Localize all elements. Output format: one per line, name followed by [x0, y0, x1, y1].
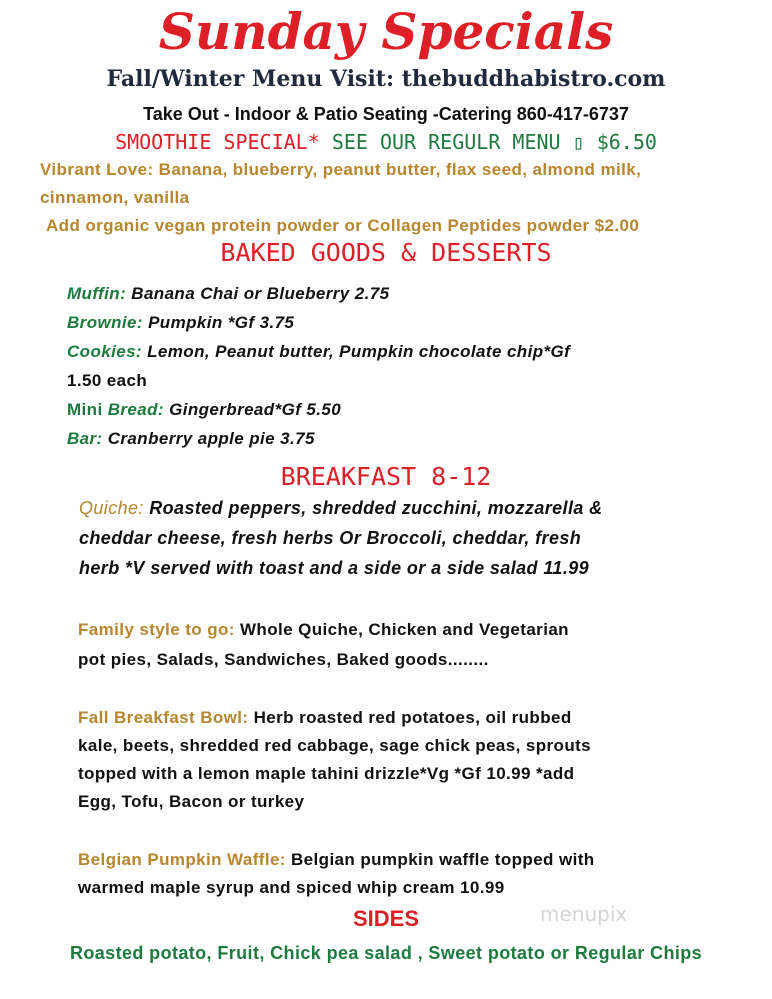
menu-item: Brownie: Pumpkin *Gf 3.75 — [67, 313, 295, 332]
menu-item: Bar: Cranberry apple pie 3.75 — [67, 429, 315, 448]
bowl-line: Egg, Tofu, Bacon or turkey — [78, 792, 305, 811]
smoothie-heading — [0, 130, 772, 154]
family-line: pot pies, Salads, Sandwiches, Baked goods........ — [78, 650, 489, 669]
smoothie-addon: Add organic vegan protein powder or Collagen Peptides powder $2.00 — [46, 216, 640, 235]
baked-heading: BAKED GOODS & DESSERTS — [220, 238, 552, 267]
subtitle: Fall/Winter Menu Visit: thebuddhabistro.com — [106, 66, 666, 92]
menu-item: Mini Bread: Gingerbread*Gf 5.50 — [67, 400, 342, 419]
menu-item-cont: 1.50 each — [67, 371, 148, 390]
smoothie-desc-1: Vibrant Love: Banana, blueberry, peanut butter, flax seed, almond milk, — [40, 160, 642, 179]
menu-item: Cookies: Lemon, Peanut butter, Pumpkin chocolate chip*Gf — [67, 342, 571, 361]
page-title: Sunday Specials — [158, 2, 614, 61]
bowl-item: Fall Breakfast Bowl: Herb roasted red potatoes, oil rubbed — [78, 708, 572, 727]
info-line: Take Out - Indoor & Patio Seating -Catering 860-417-6737 — [143, 104, 629, 124]
sides-heading: SIDES — [352, 906, 420, 931]
quiche-item: Quiche: Roasted peppers, shredded zucchini, mozzarella & — [79, 498, 603, 518]
quiche-line: herb *V served with toast and a side or a side salad 11.99 — [79, 558, 590, 578]
menu-item: Muffin: Banana Chai or Blueberry 2.75 — [67, 284, 390, 303]
smoothie-note: SEE OUR REGULR MENU ▯ $6.50 — [331, 130, 657, 154]
breakfast-heading: BREAKFAST 8-12 — [280, 462, 492, 491]
bowl-line: topped with a lemon maple tahini drizzle*Vg *Gf 10.99 *add — [78, 764, 575, 783]
quiche-line: cheddar cheese, fresh herbs Or Broccoli, cheddar, fresh — [79, 528, 582, 548]
watermark-logo: menupix — [540, 902, 628, 926]
sides-list: Roasted potato, Fruit, Chick pea salad , Sweet potato or Regular Chips — [69, 943, 703, 963]
smoothie-label: SMOOTHIE SPECIAL* — [115, 130, 320, 154]
bowl-line: kale, beets, shredded red cabbage, sage chick peas, sprouts — [78, 736, 592, 755]
smoothie-desc-2: cinnamon, vanilla — [40, 188, 190, 207]
waffle-item: Belgian Pumpkin Waffle: Belgian pumpkin waffle topped with — [78, 850, 595, 869]
waffle-line: warmed maple syrup and spiced whip cream 10.99 — [78, 878, 505, 897]
family-item: Family style to go: Whole Quiche, Chicken and Vegetarian — [78, 620, 569, 639]
